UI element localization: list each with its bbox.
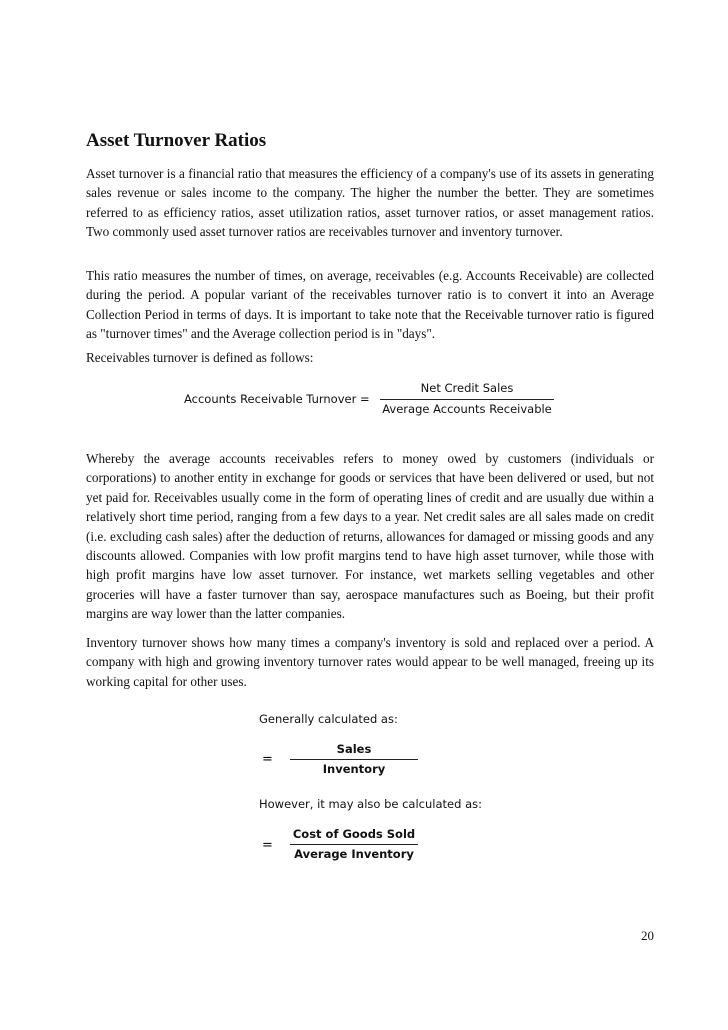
fraction-numerator: Cost of Goods Sold (292, 827, 416, 841)
receivables-defined-paragraph: Receivables turnover is defined as follows: (86, 350, 314, 365)
cogs-inventory-fraction (290, 827, 418, 861)
fraction-bar (290, 844, 418, 845)
fraction-numerator: Sales (336, 742, 372, 756)
whereby-paragraph: Whereby the average accounts receivables refers to money owed by customers (individuals or corporations) to another entity in exchange for goods or services that have been delivered or used, but not yet paid for. Receivables usually come in the form of operating lines of credit and are usually due within a relatively short time period, ranging from a few days to a year. Net credit sales are all sales made on credit (i.e. excluding cash sales) after the deduction of returns, allowances for damaged or missing goods and any discounts allowed. Companies with low profit margins tend to have high asset turnover, while those with high profit margins have low asset turnover. For instance, wet markets selling vegetables and other groceries will have a faster turnover than say, aerospace manufactures such as Boeing, but their profit margins are way lower than the latter companies. (86, 451, 654, 622)
section-heading: Asset Turnover Ratios (86, 130, 267, 151)
receivables-paragraph: This ratio measures the number of times, on average, receivables (e.g. Accounts Receivable) are collected during the period. A popular variant of the receivables turnover ratio is to convert it into an Average Collection Period in terms of days. It is important to take note that the Receivable turnover ratio is figured as "turnover times" and the Average collection period is in "days". (86, 268, 654, 342)
page-number: 20 (641, 928, 654, 943)
equals-sign: = (262, 838, 273, 853)
fraction-denominator: Inventory (322, 762, 386, 776)
generally-calculated-note: Generally calculated as: (259, 712, 398, 726)
fraction-denominator: Average Inventory (294, 847, 414, 861)
formula-numerator: Net Credit Sales (420, 381, 514, 395)
formula-denominator: Average Accounts Receivable (382, 402, 552, 416)
sales-inventory-fraction (290, 742, 418, 776)
formula-label: Accounts Receivable Turnover = (184, 392, 370, 406)
equals-sign: = (262, 752, 273, 767)
fraction-bar (380, 399, 554, 400)
receivables-turnover-formula (184, 381, 564, 421)
fraction-bar (290, 759, 418, 760)
intro-paragraph: Asset turnover is a financial ratio that measures the efficiency of a company's use of its assets in generating sales revenue or sales income to the company. The higher the number the better. They are sometimes referred to as efficiency ratios, asset utilization ratios, asset turnover ratios, or asset management ratios. Two commonly used asset turnover ratios are receivables turnover and inventory turnover. (86, 166, 654, 240)
inventory-paragraph: Inventory turnover shows how many times a company's inventory is sold and replaced over a period. A company with high and growing inventory turnover rates would appear to be well managed, freeing up its working capital for other uses. (86, 635, 654, 689)
alternative-calculation-note: However, it may also be calculated as: (259, 797, 482, 811)
